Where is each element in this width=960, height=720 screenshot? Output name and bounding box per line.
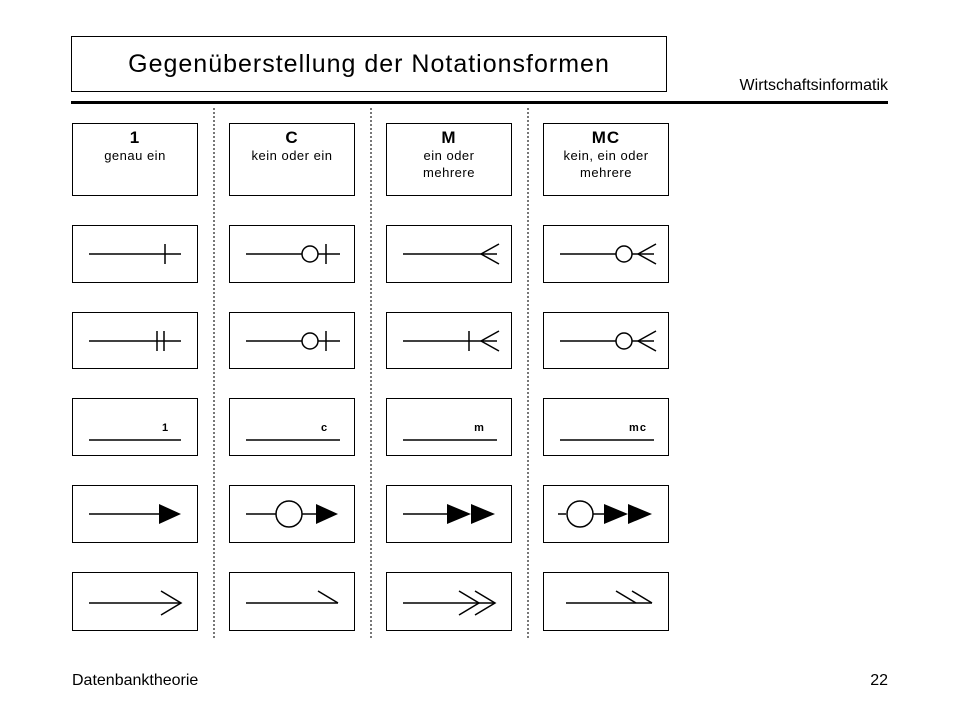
slide-title-box xyxy=(71,36,667,92)
circle-filled-arrow-symbol xyxy=(230,486,354,542)
notation-label-1 xyxy=(72,398,198,456)
notation-crowsfoot-a-m xyxy=(386,225,512,283)
notation-label-mc xyxy=(543,398,669,456)
slide-title: Gegenüberstellung der Notationsformen xyxy=(128,49,610,78)
cardinality-description: ein oder xyxy=(423,148,475,163)
column-separator xyxy=(527,108,529,638)
notation-crowsfoot-b-c xyxy=(229,312,355,369)
cardinality-label: 1 xyxy=(161,422,169,434)
notation-crowsfoot-b-1 xyxy=(72,312,198,369)
footer-course-name: Datenbanktheorie xyxy=(72,672,199,689)
circle-crowsfoot-symbol xyxy=(544,226,668,282)
double-filled-arrow-symbol xyxy=(387,486,511,542)
notation-crowsfoot-a-1 xyxy=(72,225,198,283)
circle-bar-symbol xyxy=(230,226,354,282)
cardinality-description: kein, ein oder xyxy=(563,148,649,163)
column-separator xyxy=(370,108,372,638)
open-arrow-symbol xyxy=(73,573,197,630)
cardinality-description: mehrere xyxy=(580,165,632,180)
cardinality-code: 1 xyxy=(129,128,141,147)
notation-arrow-open-c xyxy=(229,572,355,631)
bar-crowsfoot-symbol xyxy=(387,313,511,368)
header-cell-c xyxy=(229,123,355,196)
cardinality-label: m xyxy=(474,422,484,434)
cardinality-code: MC xyxy=(591,128,621,147)
notation-arrow-filled-mc xyxy=(543,485,669,543)
circle-bar-symbol xyxy=(230,313,354,368)
notation-label-m xyxy=(386,398,512,456)
double-bar-symbol xyxy=(73,313,197,368)
header-rule xyxy=(71,101,888,104)
notation-arrow-open-mc xyxy=(543,572,669,631)
brand-label: Wirtschaftsinformatik xyxy=(739,77,888,94)
labeled-line-symbol xyxy=(387,399,511,455)
notation-arrow-filled-c xyxy=(229,485,355,543)
notation-arrow-filled-1 xyxy=(72,485,198,543)
cardinality-description: genau ein xyxy=(104,148,166,163)
header-cell-m xyxy=(386,123,512,196)
notation-arrow-filled-m xyxy=(386,485,512,543)
notation-crowsfoot-b-mc xyxy=(543,312,669,369)
notation-crowsfoot-a-mc xyxy=(543,225,669,283)
page-number: 22 xyxy=(870,672,888,689)
cardinality-code: M xyxy=(441,128,457,147)
notation-crowsfoot-a-c xyxy=(229,225,355,283)
circle-crowsfoot-symbol xyxy=(544,313,668,368)
half-arrow-symbol xyxy=(230,573,354,630)
labeled-line-symbol xyxy=(230,399,354,455)
cardinality-label: c xyxy=(320,422,328,434)
circle-double-filled-arrow-symbol xyxy=(544,486,668,542)
labeled-line-symbol xyxy=(73,399,197,455)
cardinality-description: kein oder ein xyxy=(251,148,333,163)
header-cell-1 xyxy=(72,123,198,196)
cardinality-description: mehrere xyxy=(423,165,475,180)
notation-arrow-open-1 xyxy=(72,572,198,631)
filled-arrow-symbol xyxy=(73,486,197,542)
notation-arrow-open-m xyxy=(386,572,512,631)
one-bar-symbol xyxy=(73,226,197,282)
cardinality-label: mc xyxy=(629,422,647,434)
column-separator xyxy=(213,108,215,638)
header-cell-mc xyxy=(543,123,669,196)
notation-label-c xyxy=(229,398,355,456)
crowsfoot-symbol xyxy=(387,226,511,282)
double-half-arrow-symbol xyxy=(544,573,668,630)
cardinality-code: C xyxy=(285,128,299,147)
double-open-arrow-symbol xyxy=(387,573,511,630)
labeled-line-symbol xyxy=(544,399,668,455)
notation-crowsfoot-b-m xyxy=(386,312,512,369)
